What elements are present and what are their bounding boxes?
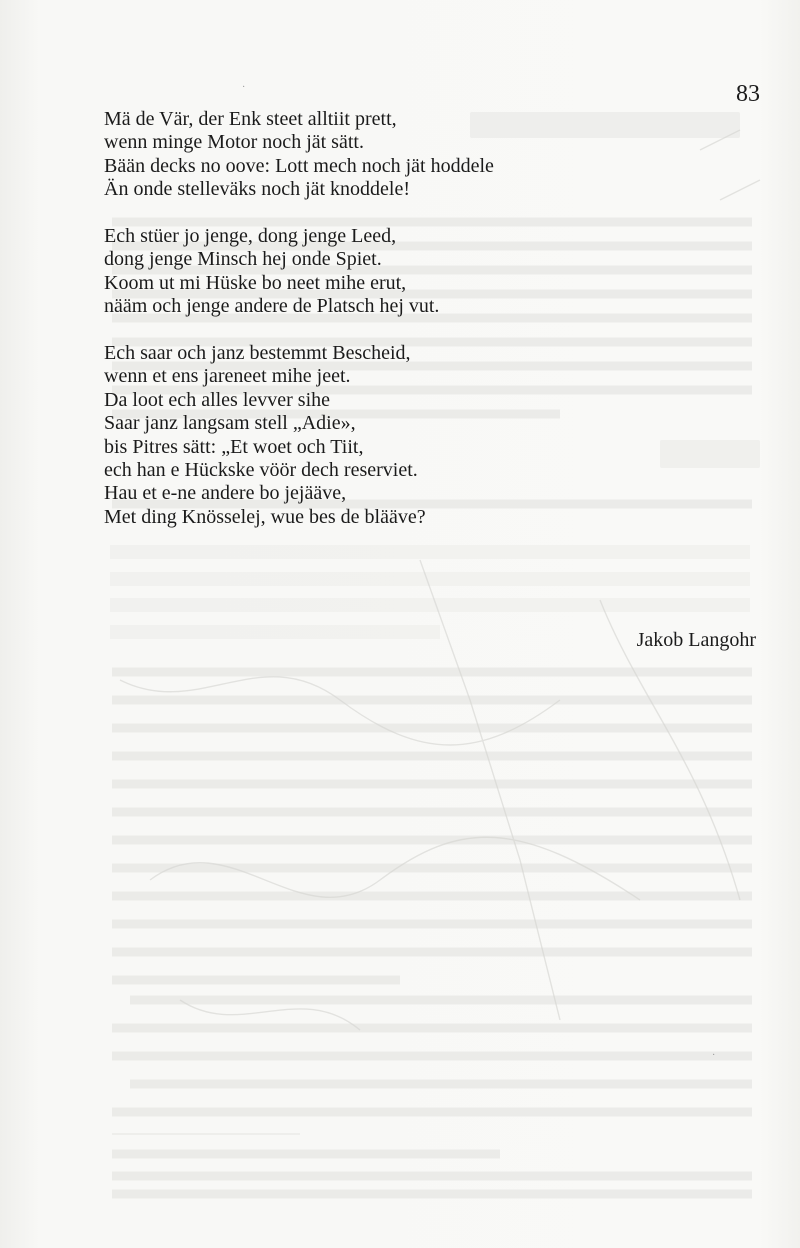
poem-author: Jakob Langohr <box>636 629 756 651</box>
poem-line: Mä de Vär, der Enk steet alltiit prett, <box>104 108 397 130</box>
poem-line: nääm och jenge andere de Platsch hej vut. <box>104 295 440 318</box>
poem-line: Ech stüer jo jenge, dong jenge Leed, <box>104 225 397 248</box>
page-number: 83 <box>736 81 760 107</box>
poem-stanza <box>104 342 704 529</box>
poem-line: wenn et ens jareneet mihe jeet. <box>104 365 351 388</box>
poem-line: Saar janz langsam stell „Adie», <box>104 412 356 435</box>
poem-stanza <box>104 108 704 202</box>
poem-line: Da loot ech alles levver sihe <box>104 388 331 411</box>
poem <box>104 108 704 529</box>
print-speck: · <box>712 1050 716 1061</box>
poem-line: Koom ut mi Hüske bo neet mihe erut, <box>104 271 407 294</box>
poem-line: Met ding Knösselej, wue bes de blääve? <box>104 505 426 528</box>
poem-line: bis Pitres sätt: „Et woet och Tiit, <box>104 435 364 458</box>
print-speck: · <box>242 82 246 93</box>
poem-line: Hau et e-ne andere bo jejääve, <box>104 482 347 505</box>
poem-line: dong jenge Minsch hej onde Spiet. <box>104 248 382 271</box>
poem-line: wenn minge Motor noch jät sätt. <box>104 131 364 154</box>
poem-stanza <box>104 225 704 319</box>
poem-line: ech han e Hückske vöör dech reserviet. <box>104 459 418 482</box>
poem-line: Ech saar och janz bestemmt Bescheid, <box>104 342 411 365</box>
poem-line: Än onde stelleväks noch jät knoddele! <box>104 178 411 201</box>
poem-line: Bään decks no oove: Lott mech noch jät hoddele <box>104 154 494 177</box>
